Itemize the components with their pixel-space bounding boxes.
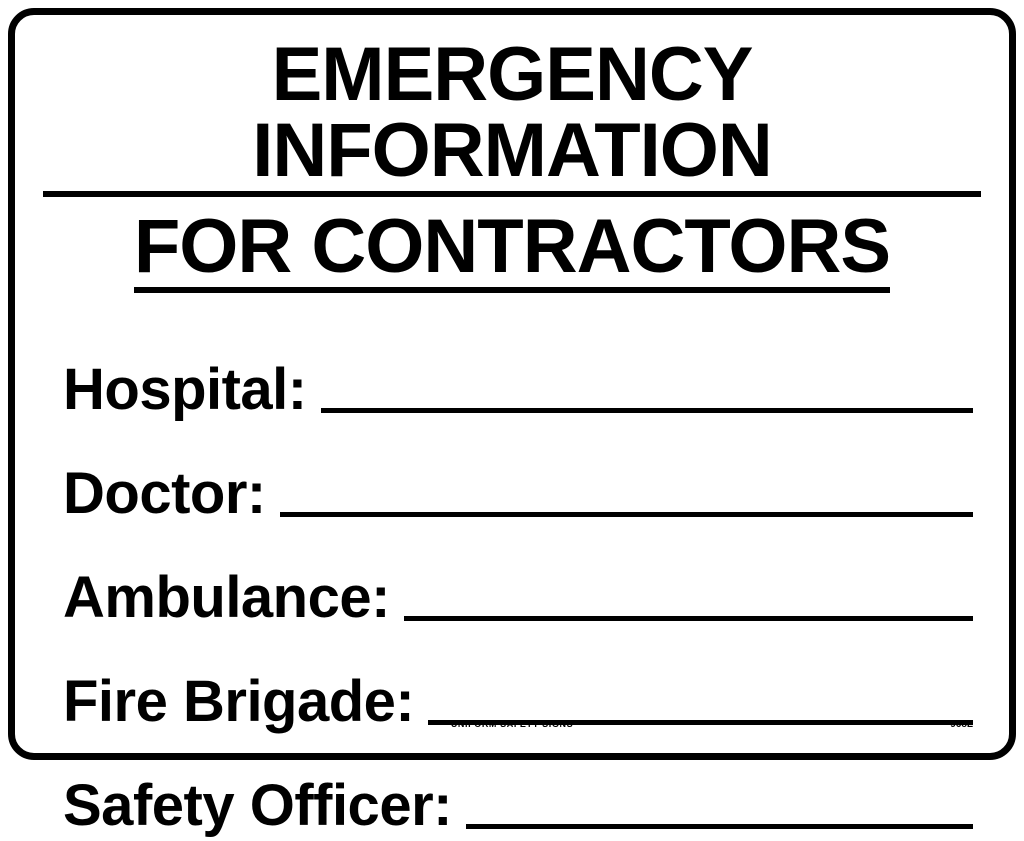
field-row-ambulance[interactable] bbox=[43, 529, 981, 633]
field-write-line-ambulance[interactable] bbox=[404, 616, 973, 621]
field-label-doctor: Doctor: bbox=[63, 461, 266, 526]
field-label-safety-officer: Safety Officer: bbox=[63, 773, 452, 838]
footer-product-code: 968L bbox=[950, 719, 973, 730]
field-write-line-safety-officer[interactable] bbox=[466, 824, 973, 829]
sign-outer-border bbox=[8, 8, 1016, 838]
field-label-ambulance: Ambulance: bbox=[63, 565, 390, 630]
sign-inner-panel bbox=[21, 21, 1003, 838]
field-label-fire-brigade: Fire Brigade: bbox=[63, 669, 415, 734]
title-line-secondary: FOR CONTRACTORS bbox=[134, 209, 890, 293]
title-line-primary: EMERGENCY INFORMATION bbox=[43, 37, 981, 197]
field-row-doctor[interactable] bbox=[43, 425, 981, 529]
sign-title bbox=[43, 32, 981, 303]
field-write-line-doctor[interactable] bbox=[280, 512, 973, 517]
footer-brand-text: UNIFORM SAFETY SIGNS bbox=[450, 719, 574, 729]
contact-fields-list bbox=[43, 321, 981, 841]
sign-footer bbox=[21, 719, 1003, 741]
field-write-line-hospital[interactable] bbox=[321, 408, 973, 413]
field-row-safety-officer[interactable] bbox=[43, 737, 981, 841]
field-row-hospital[interactable] bbox=[43, 321, 981, 425]
field-label-hospital: Hospital: bbox=[63, 357, 307, 422]
